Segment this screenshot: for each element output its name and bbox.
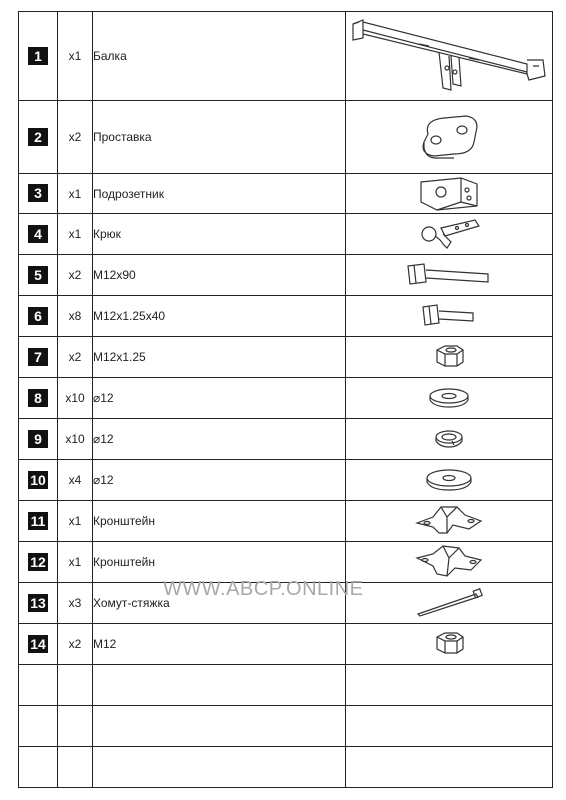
table-row bbox=[19, 419, 553, 460]
item-number: 13 bbox=[19, 583, 58, 624]
empty-row bbox=[19, 706, 553, 747]
table-row bbox=[19, 255, 553, 296]
hex-nut-icon bbox=[431, 631, 467, 657]
item-picture bbox=[346, 296, 553, 337]
item-name: Крюк bbox=[93, 214, 346, 255]
item-name: ⌀12 bbox=[93, 378, 346, 419]
item-number: 6 bbox=[19, 296, 58, 337]
item-number: 14 bbox=[19, 624, 58, 665]
item-picture bbox=[346, 12, 553, 101]
item-number: 3 bbox=[19, 174, 58, 214]
spacer-plate-icon bbox=[414, 112, 484, 162]
item-number: 4 bbox=[19, 214, 58, 255]
item-picture bbox=[346, 255, 553, 296]
table-row bbox=[19, 460, 553, 501]
table-row bbox=[19, 337, 553, 378]
item-quantity: x4 bbox=[58, 460, 93, 501]
item-name: Подрозетник bbox=[93, 174, 346, 214]
item-quantity: x2 bbox=[58, 255, 93, 296]
item-quantity: x3 bbox=[58, 583, 93, 624]
item-number: 11 bbox=[19, 501, 58, 542]
item-quantity: x8 bbox=[58, 296, 93, 337]
item-picture bbox=[346, 101, 553, 174]
item-picture bbox=[346, 460, 553, 501]
cable-tie-icon bbox=[414, 588, 484, 618]
item-name: М12х90 bbox=[93, 255, 346, 296]
empty-row bbox=[19, 665, 553, 706]
table-row bbox=[19, 214, 553, 255]
bracket-icon bbox=[413, 503, 485, 539]
item-picture bbox=[346, 214, 553, 255]
bracket-icon bbox=[413, 544, 485, 580]
table-row bbox=[19, 296, 553, 337]
hex-nut-icon bbox=[431, 344, 467, 370]
socket-bracket-icon bbox=[417, 176, 481, 212]
item-number: 1 bbox=[19, 12, 58, 101]
item-name: М12х1.25 bbox=[93, 337, 346, 378]
spring-washer-icon bbox=[432, 427, 466, 451]
item-quantity: x10 bbox=[58, 378, 93, 419]
large-washer-icon bbox=[423, 466, 475, 494]
watermark: WWW.ABCP.ONLINE bbox=[163, 578, 364, 600]
item-number: 8 bbox=[19, 378, 58, 419]
item-picture bbox=[346, 174, 553, 214]
item-name: ⌀12 bbox=[93, 419, 346, 460]
item-quantity: x2 bbox=[58, 101, 93, 174]
item-picture bbox=[346, 419, 553, 460]
table-row bbox=[19, 542, 553, 583]
table-row bbox=[19, 101, 553, 174]
item-picture bbox=[346, 583, 553, 624]
item-quantity: x2 bbox=[58, 624, 93, 665]
table-row bbox=[19, 624, 553, 665]
table-row bbox=[19, 378, 553, 419]
item-name: Балка bbox=[93, 12, 346, 101]
parts-table bbox=[18, 11, 553, 788]
item-quantity: x1 bbox=[58, 214, 93, 255]
item-number: 9 bbox=[19, 419, 58, 460]
item-number: 2 bbox=[19, 101, 58, 174]
item-name: Проставка bbox=[93, 101, 346, 174]
table-row bbox=[19, 174, 553, 214]
item-number: 10 bbox=[19, 460, 58, 501]
item-number: 5 bbox=[19, 255, 58, 296]
table-row bbox=[19, 12, 553, 101]
item-picture bbox=[346, 337, 553, 378]
item-number: 7 bbox=[19, 337, 58, 378]
item-quantity: x1 bbox=[58, 12, 93, 101]
empty-row bbox=[19, 747, 553, 788]
item-picture bbox=[346, 501, 553, 542]
tow-bar-beam-icon bbox=[349, 16, 549, 96]
item-quantity: x10 bbox=[58, 419, 93, 460]
short-bolt-icon bbox=[419, 301, 479, 331]
item-number: 12 bbox=[19, 542, 58, 583]
item-name: Кронштейн bbox=[93, 542, 346, 583]
item-name: Хомут-стяжка bbox=[93, 583, 346, 624]
item-quantity: x1 bbox=[58, 501, 93, 542]
item-name: М12х1.25х40 bbox=[93, 296, 346, 337]
flat-washer-icon bbox=[426, 386, 472, 410]
item-quantity: x2 bbox=[58, 337, 93, 378]
item-name: Кронштейн bbox=[93, 501, 346, 542]
item-name: М12 bbox=[93, 624, 346, 665]
item-quantity: x1 bbox=[58, 542, 93, 583]
item-picture bbox=[346, 542, 553, 583]
item-picture bbox=[346, 378, 553, 419]
item-name: ⌀12 bbox=[93, 460, 346, 501]
table-row bbox=[19, 501, 553, 542]
item-picture bbox=[346, 624, 553, 665]
item-quantity: x1 bbox=[58, 174, 93, 214]
long-bolt-icon bbox=[404, 260, 494, 290]
tow-ball-hook-icon bbox=[417, 216, 481, 252]
